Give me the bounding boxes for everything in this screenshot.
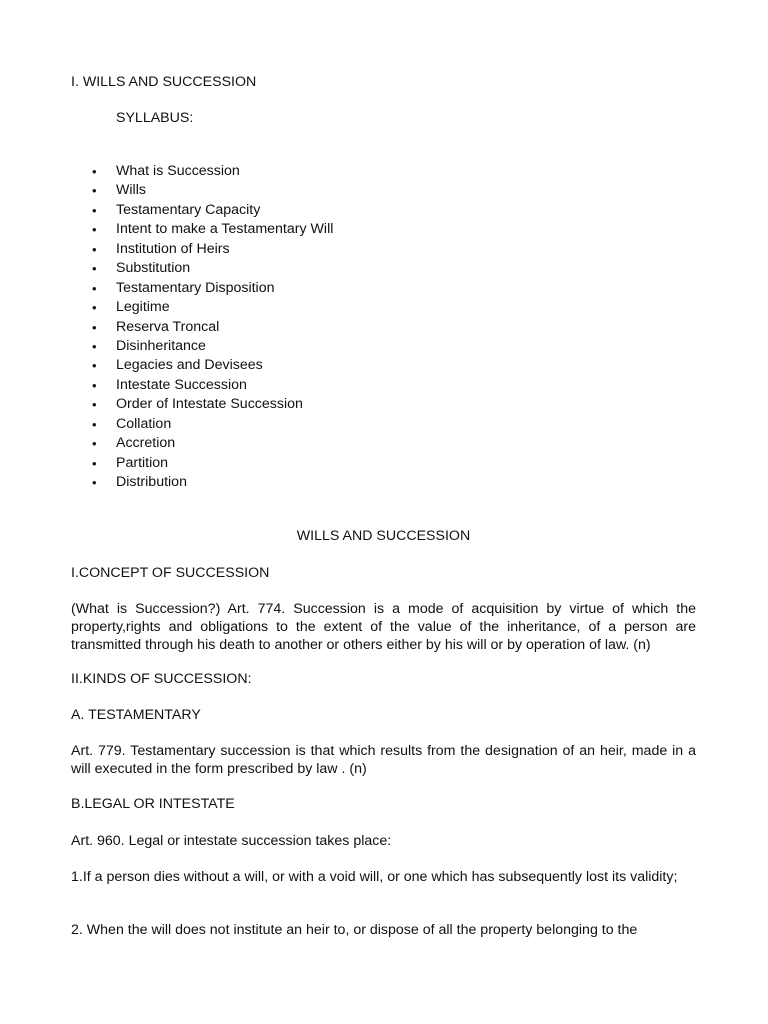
bullet-icon: • bbox=[92, 164, 97, 179]
concept-paragraph: (What is Succession?) Art. 774. Succession is a mode of acquisition by virtue of which the property,rights and obligations to the extent of the value of the inheritance, of a person are transmitted through his death to another or others either by his will or by operation of law. (n) bbox=[71, 601, 696, 653]
list-item: • Partition bbox=[0, 454, 333, 473]
bullet-icon: • bbox=[92, 358, 97, 374]
bullet-icon: • bbox=[92, 397, 97, 413]
list-item: • Substitution bbox=[0, 259, 333, 278]
bullet-icon: • bbox=[92, 183, 97, 199]
list-item: • Collation bbox=[0, 415, 333, 434]
bullet-icon: • bbox=[92, 377, 97, 393]
legal-intro: Art. 960. Legal or intestate succession takes place: bbox=[71, 833, 392, 849]
list-item: • Institution of Heirs bbox=[0, 240, 333, 259]
syllabus-label: SYLLABUS: bbox=[116, 110, 194, 126]
bullet-icon: • bbox=[92, 319, 97, 335]
legal-item-2: 2. When the will does not institute an heir to, or dispose of all the property belonging to the bbox=[71, 922, 638, 938]
bullet-icon: • bbox=[92, 280, 97, 296]
section-title: WILLS AND SUCCESSION bbox=[296, 528, 471, 544]
testamentary-paragraph: Art. 779. Testamentary succession is that which results from the designation of an heir, made in a will executed in the form prescribed by law . (n) bbox=[71, 743, 696, 777]
bullet-icon: • bbox=[92, 222, 97, 238]
list-item: • Accretion bbox=[0, 434, 333, 453]
list-item: • Legitime bbox=[0, 298, 333, 317]
bullet-icon: • bbox=[92, 241, 97, 257]
concept-heading: I.CONCEPT OF SUCCESSION bbox=[71, 565, 270, 581]
bullet-icon: • bbox=[92, 455, 97, 471]
bullet-icon: • bbox=[92, 338, 97, 354]
bullet-icon: • bbox=[92, 300, 97, 316]
bullet-icon: • bbox=[92, 416, 97, 432]
syllabus-list bbox=[0, 162, 333, 492]
bullet-icon: • bbox=[92, 475, 97, 490]
bullet-icon: • bbox=[92, 436, 97, 452]
list-item: • Disinheritance bbox=[0, 337, 333, 356]
list-item: • Wills bbox=[0, 181, 333, 200]
legal-heading: B.LEGAL OR INTESTATE bbox=[71, 796, 235, 812]
list-item: • What is Succession bbox=[0, 162, 333, 181]
legal-item-1: 1.If a person dies without a will, or with a void will, or one which has subsequently lost its validity; bbox=[71, 869, 678, 885]
list-item: • Testamentary Capacity bbox=[0, 201, 333, 220]
list-item: • Legacies and Devisees bbox=[0, 356, 333, 375]
list-item: • Reserva Troncal bbox=[0, 318, 333, 337]
list-item: • Intestate Succession bbox=[0, 376, 333, 395]
kinds-heading: II.KINDS OF SUCCESSION: bbox=[71, 671, 252, 687]
bullet-icon: • bbox=[92, 202, 97, 218]
list-item: • Intent to make a Testamentary Will bbox=[0, 220, 333, 239]
bullet-icon: • bbox=[92, 261, 97, 277]
testamentary-heading: A. TESTAMENTARY bbox=[71, 707, 201, 723]
list-item: • Distribution bbox=[0, 473, 333, 492]
document-title: I. WILLS AND SUCCESSION bbox=[71, 74, 257, 90]
list-item: • Testamentary Disposition bbox=[0, 279, 333, 298]
list-item: • Order of Intestate Succession bbox=[0, 395, 333, 414]
